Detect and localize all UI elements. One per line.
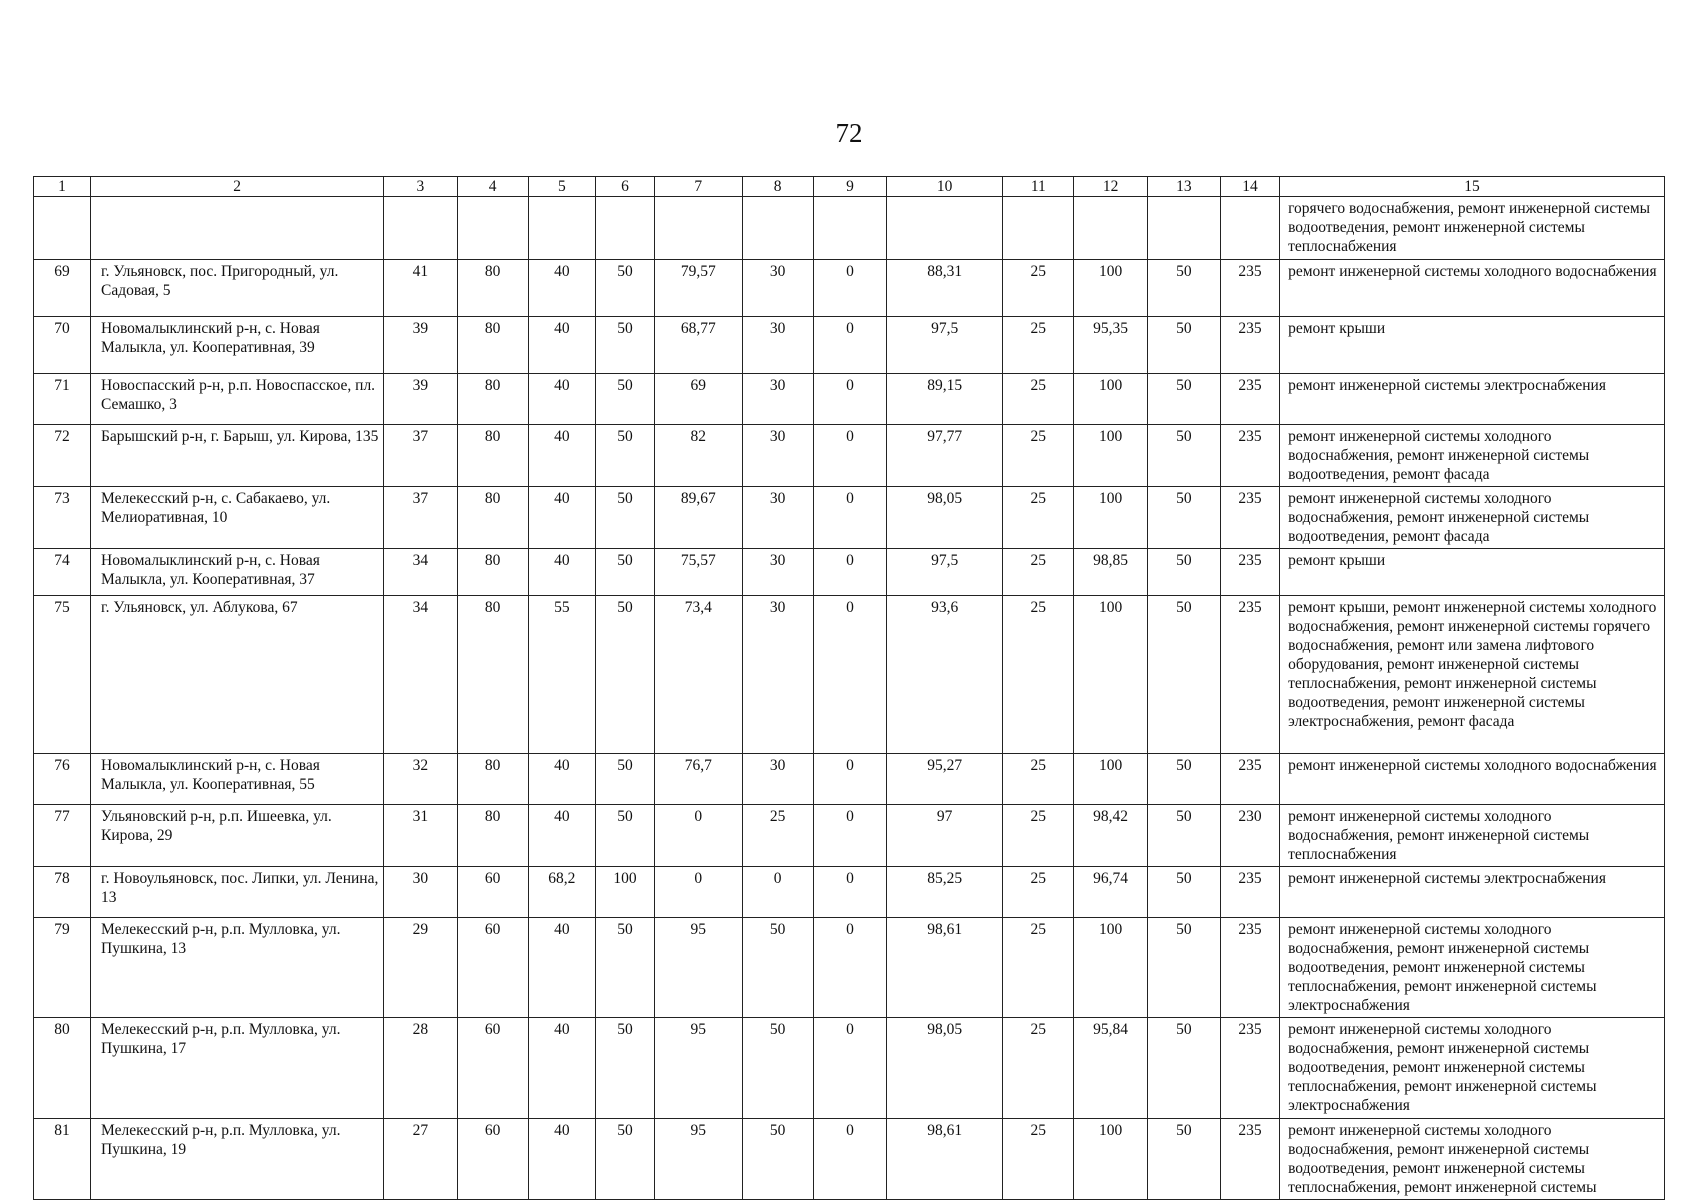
value-cell-c8: 30: [742, 487, 813, 549]
value-cell-c8: 30: [742, 374, 813, 425]
value-cell-c14: 235: [1221, 867, 1280, 918]
value-cell-c8: 30: [742, 754, 813, 805]
value-cell-c10: 97,5: [887, 317, 1003, 374]
value-cell-c7: 95: [655, 1119, 743, 1200]
value-cell-c13: 50: [1147, 867, 1220, 918]
value-cell-c5: 40: [528, 260, 595, 317]
value-cell-c13: 50: [1147, 317, 1220, 374]
value-cell-c9: 0: [813, 549, 886, 596]
address-cell: Ульяновский р-н, р.п. Ишеевка, ул. Кирова, 29: [91, 805, 384, 867]
value-cell-c5: 40: [528, 1119, 595, 1200]
value-cell-c13: 50: [1147, 1119, 1220, 1200]
value-cell-c14: 235: [1221, 596, 1280, 754]
row-number-cell: 74: [34, 549, 91, 596]
value-cell-c9: 0: [813, 260, 886, 317]
value-cell-c8: 50: [742, 1119, 813, 1200]
value-cell-c5: 40: [528, 425, 595, 487]
value-cell-c5: 40: [528, 754, 595, 805]
value-cell-c12: 96,74: [1074, 867, 1147, 918]
value-cell-c11: 25: [1003, 805, 1074, 867]
table-row: [34, 867, 1665, 918]
value-cell-c8: 0: [742, 867, 813, 918]
table-row: [34, 1018, 1665, 1119]
value-cell-c5: 40: [528, 317, 595, 374]
value-cell-c10: 88,31: [887, 260, 1003, 317]
value-cell-c11: 25: [1003, 1018, 1074, 1119]
works-cell: горячего водоснабжения, ремонт инженерной системы водоотведения, ремонт инженерной системы теплоснабжения: [1280, 197, 1665, 260]
value-cell-c9: 0: [813, 317, 886, 374]
row-number-cell: 79: [34, 918, 91, 1018]
value-cell-c10: 85,25: [887, 867, 1003, 918]
row-number-cell: 71: [34, 374, 91, 425]
value-cell-c10: 98,05: [887, 487, 1003, 549]
value-cell-c9: 0: [813, 918, 886, 1018]
value-cell-c14: 235: [1221, 1119, 1280, 1200]
value-cell-c11: 25: [1003, 754, 1074, 805]
value-cell-c12: 100: [1074, 596, 1147, 754]
value-cell-c9: 0: [813, 1018, 886, 1119]
table-row: [34, 487, 1665, 549]
row-number-cell: 80: [34, 1018, 91, 1119]
value-cell-c13: 50: [1147, 596, 1220, 754]
row-number-cell: 70: [34, 317, 91, 374]
value-cell-c14: 235: [1221, 374, 1280, 425]
value-cell-c4: 60: [457, 867, 528, 918]
value-cell-c6: 50: [595, 918, 654, 1018]
value-cell-c14: 235: [1221, 1018, 1280, 1119]
value-cell-c7: 69: [655, 374, 743, 425]
table-row: [34, 596, 1665, 754]
value-cell-c14: 235: [1221, 260, 1280, 317]
value-cell-c5: 40: [528, 918, 595, 1018]
value-cell-c6: 50: [595, 1119, 654, 1200]
value-cell-c12: 100: [1074, 1119, 1147, 1200]
value-cell-c7: 75,57: [655, 549, 743, 596]
value-cell-c3: 39: [384, 317, 457, 374]
value-cell-c6: 50: [595, 805, 654, 867]
value-cell-c4: 80: [457, 487, 528, 549]
value-cell-c3: 34: [384, 549, 457, 596]
value-cell-c10: 98,05: [887, 1018, 1003, 1119]
row-number-cell: 76: [34, 754, 91, 805]
value-cell-c10: 97,5: [887, 549, 1003, 596]
row-number-cell: 81: [34, 1119, 91, 1200]
value-cell-c7: 82: [655, 425, 743, 487]
value-cell-c3: 27: [384, 1119, 457, 1200]
value-cell-c8: 30: [742, 260, 813, 317]
value-cell-c11: 25: [1003, 918, 1074, 1018]
value-cell-c8: 50: [742, 1018, 813, 1119]
value-cell-c7: 68,77: [655, 317, 743, 374]
row-number-cell: 78: [34, 867, 91, 918]
table-row: [34, 918, 1665, 1018]
value-cell-c12: 98,42: [1074, 805, 1147, 867]
value-cell-c11: 25: [1003, 374, 1074, 425]
value-cell-c11: 25: [1003, 260, 1074, 317]
address-cell: Новомалыклинский р-н, с. Новая Малыкла, ул. Кооперативная, 39: [91, 317, 384, 374]
column-header: 3: [384, 177, 457, 197]
column-header: 7: [655, 177, 743, 197]
value-cell-c11: 25: [1003, 596, 1074, 754]
column-header: 1: [34, 177, 91, 197]
value-cell-c4: 80: [457, 805, 528, 867]
column-header: 9: [813, 177, 886, 197]
works-cell: ремонт инженерной системы холодного водоснабжения: [1280, 754, 1665, 805]
value-cell-c9: 0: [813, 754, 886, 805]
column-header: 13: [1147, 177, 1220, 197]
table-row: [34, 260, 1665, 317]
value-cell-c12: 100: [1074, 487, 1147, 549]
value-cell-c7: 0: [655, 805, 743, 867]
value-cell-c9: 0: [813, 596, 886, 754]
value-cell-c13: 50: [1147, 1018, 1220, 1119]
value-cell-c5: 68,2: [528, 867, 595, 918]
address-cell: Мелекесский р-н, р.п. Мулловка, ул. Пушкина, 17: [91, 1018, 384, 1119]
value-cell-c7: 0: [655, 867, 743, 918]
address-cell: Мелекесский р-н, с. Сабакаево, ул. Мелиоративная, 10: [91, 487, 384, 549]
column-header: 14: [1221, 177, 1280, 197]
value-cell-c6: 50: [595, 549, 654, 596]
value-cell-c6: 100: [595, 867, 654, 918]
value-cell-c7: 73,4: [655, 596, 743, 754]
value-cell-c3: 29: [384, 918, 457, 1018]
works-cell: ремонт инженерной системы холодного водоснабжения, ремонт инженерной системы водоотведения, ремонт инженерной системы теплоснабжения, ремонт инженерной системы электроснабжения: [1280, 1018, 1665, 1119]
value-cell-c12: 95,84: [1074, 1018, 1147, 1119]
address-cell: Барышский р-н, г. Барыш, ул. Кирова, 135: [91, 425, 384, 487]
works-cell: ремонт инженерной системы электроснабжения: [1280, 867, 1665, 918]
value-cell-c6: 50: [595, 425, 654, 487]
column-header: 2: [91, 177, 384, 197]
value-cell-c10: 97: [887, 805, 1003, 867]
value-cell-c11: 25: [1003, 487, 1074, 549]
value-cell-c9: 0: [813, 374, 886, 425]
value-cell-c9: 0: [813, 867, 886, 918]
value-cell-c4: 80: [457, 754, 528, 805]
value-cell-c9: 0: [813, 425, 886, 487]
row-number-cell: 72: [34, 425, 91, 487]
value-cell-c12: 98,85: [1074, 549, 1147, 596]
value-cell-c6: 50: [595, 754, 654, 805]
value-cell-c13: 50: [1147, 754, 1220, 805]
value-cell-c12: 100: [1074, 260, 1147, 317]
value-cell-c8: 30: [742, 317, 813, 374]
value-cell-c6: 50: [595, 487, 654, 549]
works-cell: ремонт инженерной системы холодного водоснабжения, ремонт инженерной системы водоотведения, ремонт инженерной системы теплоснабжения, ремонт инженерной системы: [1280, 1119, 1665, 1200]
works-cell: ремонт инженерной системы холодного водоснабжения, ремонт инженерной системы теплоснабжения: [1280, 805, 1665, 867]
value-cell-c7: 95: [655, 918, 743, 1018]
value-cell-c5: 40: [528, 549, 595, 596]
address-cell: Новомалыклинский р-н, с. Новая Малыкла, ул. Кооперативная, 55: [91, 754, 384, 805]
value-cell-c13: 50: [1147, 260, 1220, 317]
value-cell-c11: 25: [1003, 867, 1074, 918]
value-cell-c3: 39: [384, 374, 457, 425]
value-cell-c14: 235: [1221, 918, 1280, 1018]
table-row: [34, 754, 1665, 805]
value-cell-c9: 0: [813, 487, 886, 549]
column-header: 5: [528, 177, 595, 197]
address-cell: г. Ульяновск, пос. Пригородный, ул. Садовая, 5: [91, 260, 384, 317]
table-row: [34, 1119, 1665, 1200]
value-cell-c7: 95: [655, 1018, 743, 1119]
row-number-cell: 69: [34, 260, 91, 317]
value-cell-c5: 40: [528, 1018, 595, 1119]
value-cell-c4: 60: [457, 1119, 528, 1200]
value-cell-c8: 50: [742, 918, 813, 1018]
works-cell: ремонт крыши, ремонт инженерной системы холодного водоснабжения, ремонт инженерной системы горячего водоснабжения, ремонт или замена лифтового оборудования, ремонт инженерной системы теплоснабжения, ремонт инженерной системы водоотведения, ремонт инженерной системы электроснабжения, ремонт фасада: [1280, 596, 1665, 754]
works-cell: ремонт инженерной системы холодного водоснабжения, ремонт инженерной системы водоотведения, ремонт инженерной системы теплоснабжения, ремонт инженерной системы электроснабжения: [1280, 918, 1665, 1018]
works-cell: ремонт крыши: [1280, 549, 1665, 596]
value-cell-c9: 0: [813, 805, 886, 867]
value-cell-c10: 98,61: [887, 918, 1003, 1018]
column-header: 12: [1074, 177, 1147, 197]
table-row: [34, 425, 1665, 487]
value-cell-c13: 50: [1147, 425, 1220, 487]
value-cell-c5: 40: [528, 805, 595, 867]
column-header: 11: [1003, 177, 1074, 197]
column-header: 6: [595, 177, 654, 197]
column-header: 8: [742, 177, 813, 197]
header-row: [34, 177, 1665, 197]
value-cell-c13: 50: [1147, 805, 1220, 867]
value-cell-c11: 25: [1003, 317, 1074, 374]
column-header: 15: [1280, 177, 1665, 197]
value-cell-c4: 80: [457, 549, 528, 596]
value-cell-c4: 60: [457, 918, 528, 1018]
value-cell-c10: 97,77: [887, 425, 1003, 487]
value-cell-c8: 30: [742, 549, 813, 596]
data-table: [33, 176, 1665, 1200]
value-cell-c4: 80: [457, 425, 528, 487]
value-cell-c3: 32: [384, 754, 457, 805]
address-cell: Мелекесский р-н, р.п. Мулловка, ул. Пушкина, 19: [91, 1119, 384, 1200]
address-cell: Новомалыклинский р-н, с. Новая Малыкла, ул. Кооперативная, 37: [91, 549, 384, 596]
value-cell-c12: 100: [1074, 374, 1147, 425]
row-number-cell: 73: [34, 487, 91, 549]
value-cell-c14: 235: [1221, 487, 1280, 549]
value-cell-c12: 100: [1074, 754, 1147, 805]
value-cell-c14: 235: [1221, 549, 1280, 596]
value-cell-c3: 41: [384, 260, 457, 317]
value-cell-c10: 93,6: [887, 596, 1003, 754]
value-cell-c12: 100: [1074, 425, 1147, 487]
value-cell-c13: 50: [1147, 487, 1220, 549]
value-cell-c14: 235: [1221, 754, 1280, 805]
column-header: 4: [457, 177, 528, 197]
value-cell-c9: 0: [813, 1119, 886, 1200]
value-cell-c6: 50: [595, 596, 654, 754]
address-cell: Новоспасский р-н, р.п. Новоспасское, пл. Семашко, 3: [91, 374, 384, 425]
value-cell-c10: 98,61: [887, 1119, 1003, 1200]
works-cell: ремонт инженерной системы электроснабжения: [1280, 374, 1665, 425]
value-cell-c8: 30: [742, 596, 813, 754]
value-cell-c4: 80: [457, 596, 528, 754]
value-cell-c10: 95,27: [887, 754, 1003, 805]
value-cell-c8: 25: [742, 805, 813, 867]
value-cell-c11: 25: [1003, 1119, 1074, 1200]
works-cell: ремонт инженерной системы холодного водоснабжения, ремонт инженерной системы водоотведения, ремонт фасада: [1280, 425, 1665, 487]
value-cell-c6: 50: [595, 1018, 654, 1119]
address-cell: г. Ульяновск, ул. Аблукова, 67: [91, 596, 384, 754]
value-cell-c6: 50: [595, 317, 654, 374]
value-cell-c12: 95,35: [1074, 317, 1147, 374]
works-cell: ремонт инженерной системы холодного водоснабжения: [1280, 260, 1665, 317]
value-cell-c3: 37: [384, 425, 457, 487]
value-cell-c10: 89,15: [887, 374, 1003, 425]
value-cell-c7: 79,57: [655, 260, 743, 317]
value-cell-c4: 60: [457, 1018, 528, 1119]
value-cell-c3: 34: [384, 596, 457, 754]
works-cell: ремонт крыши: [1280, 317, 1665, 374]
value-cell-c13: 50: [1147, 918, 1220, 1018]
value-cell-c5: 40: [528, 374, 595, 425]
table-row: [34, 805, 1665, 867]
row-number-cell: 77: [34, 805, 91, 867]
value-cell-c5: 40: [528, 487, 595, 549]
value-cell-c13: 50: [1147, 549, 1220, 596]
value-cell-c8: 30: [742, 425, 813, 487]
value-cell-c3: 28: [384, 1018, 457, 1119]
row-number-cell: 75: [34, 596, 91, 754]
value-cell-c14: 230: [1221, 805, 1280, 867]
address-cell: г. Новоульяновск, пос. Липки, ул. Ленина, 13: [91, 867, 384, 918]
value-cell-c5: 55: [528, 596, 595, 754]
table-row: [34, 317, 1665, 374]
value-cell-c4: 80: [457, 260, 528, 317]
value-cell-c12: 100: [1074, 918, 1147, 1018]
value-cell-c14: 235: [1221, 317, 1280, 374]
address-cell: Мелекесский р-н, р.п. Мулловка, ул. Пушкина, 13: [91, 918, 384, 1018]
works-cell: ремонт инженерной системы холодного водоснабжения, ремонт инженерной системы водоотведения, ремонт фасада: [1280, 487, 1665, 549]
value-cell-c3: 37: [384, 487, 457, 549]
value-cell-c11: 25: [1003, 549, 1074, 596]
table-row: [34, 549, 1665, 596]
value-cell-c7: 89,67: [655, 487, 743, 549]
value-cell-c3: 30: [384, 867, 457, 918]
value-cell-c13: 50: [1147, 374, 1220, 425]
value-cell-c11: 25: [1003, 425, 1074, 487]
value-cell-c4: 80: [457, 374, 528, 425]
value-cell-c6: 50: [595, 374, 654, 425]
value-cell-c6: 50: [595, 260, 654, 317]
continuation-row: [34, 197, 1665, 260]
page-number: 72: [835, 118, 863, 148]
value-cell-c14: 235: [1221, 425, 1280, 487]
table-row: [34, 374, 1665, 425]
column-header: 10: [887, 177, 1003, 197]
value-cell-c7: 76,7: [655, 754, 743, 805]
value-cell-c3: 31: [384, 805, 457, 867]
value-cell-c4: 80: [457, 317, 528, 374]
